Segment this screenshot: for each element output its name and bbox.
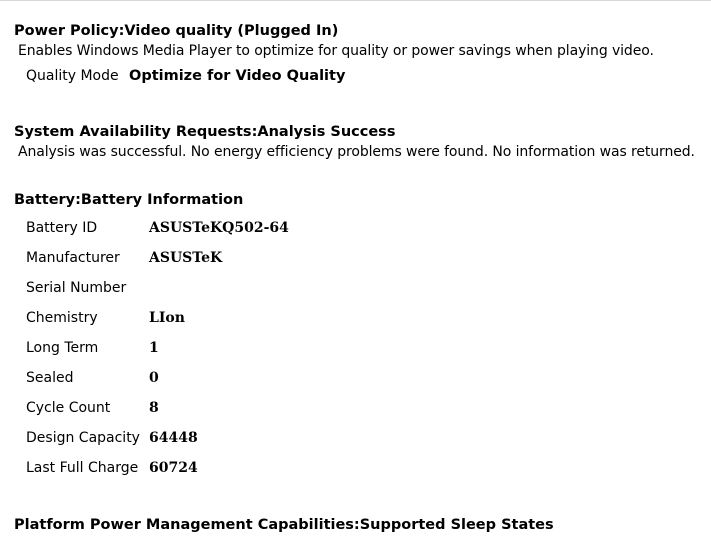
design-capacity-label: Design Capacity — [26, 430, 140, 446]
long-term-value: 1 — [149, 340, 159, 356]
video-policy-description: Enables Windows Media Player to optimize for quality or power savings when playing video. — [18, 43, 654, 59]
sealed-label: Sealed — [26, 370, 74, 386]
video-policy-title: Power Policy:Video quality (Plugged In) — [14, 23, 339, 39]
battery-row-cycle-count — [0, 398, 711, 418]
last-full-charge-label: Last Full Charge — [26, 460, 139, 476]
top-divider — [0, 0, 711, 1]
serial-number-label: Serial Number — [26, 280, 127, 296]
manufacturer-value: ASUSTeK — [149, 250, 223, 266]
battery-row-design-capacity — [0, 428, 711, 448]
quality-mode-value: Optimize for Video Quality — [129, 68, 346, 84]
manufacturer-label: Manufacturer — [26, 250, 120, 266]
battery-id-label: Battery ID — [26, 220, 98, 236]
sealed-value: 0 — [149, 370, 159, 386]
availability-title: System Availability Requests:Analysis Success — [14, 124, 396, 140]
battery-row-serial — [0, 278, 711, 298]
battery-row-manufacturer — [0, 248, 711, 268]
cycle-count-value: 8 — [149, 400, 159, 416]
long-term-label: Long Term — [26, 340, 99, 356]
battery-id-value: ASUSTeKQ502-64 — [149, 220, 289, 236]
design-capacity-value: 64448 — [149, 430, 198, 446]
quality-mode-label: Quality Mode — [26, 68, 119, 84]
battery-row-chemistry — [0, 308, 711, 328]
cycle-count-label: Cycle Count — [26, 400, 111, 416]
battery-row-id — [0, 218, 711, 238]
battery-row-last-full-charge — [0, 458, 711, 478]
availability-description: Analysis was successful. No energy efficiency problems were found. No information was returned. — [18, 144, 695, 160]
platform-title: Platform Power Management Capabilities:Supported Sleep States — [14, 517, 554, 533]
battery-title: Battery:Battery Information — [14, 192, 244, 208]
chemistry-value: LIon — [149, 310, 185, 326]
chemistry-label: Chemistry — [26, 310, 98, 326]
battery-row-long-term — [0, 338, 711, 358]
battery-row-sealed — [0, 368, 711, 388]
last-full-charge-value: 60724 — [149, 460, 198, 476]
